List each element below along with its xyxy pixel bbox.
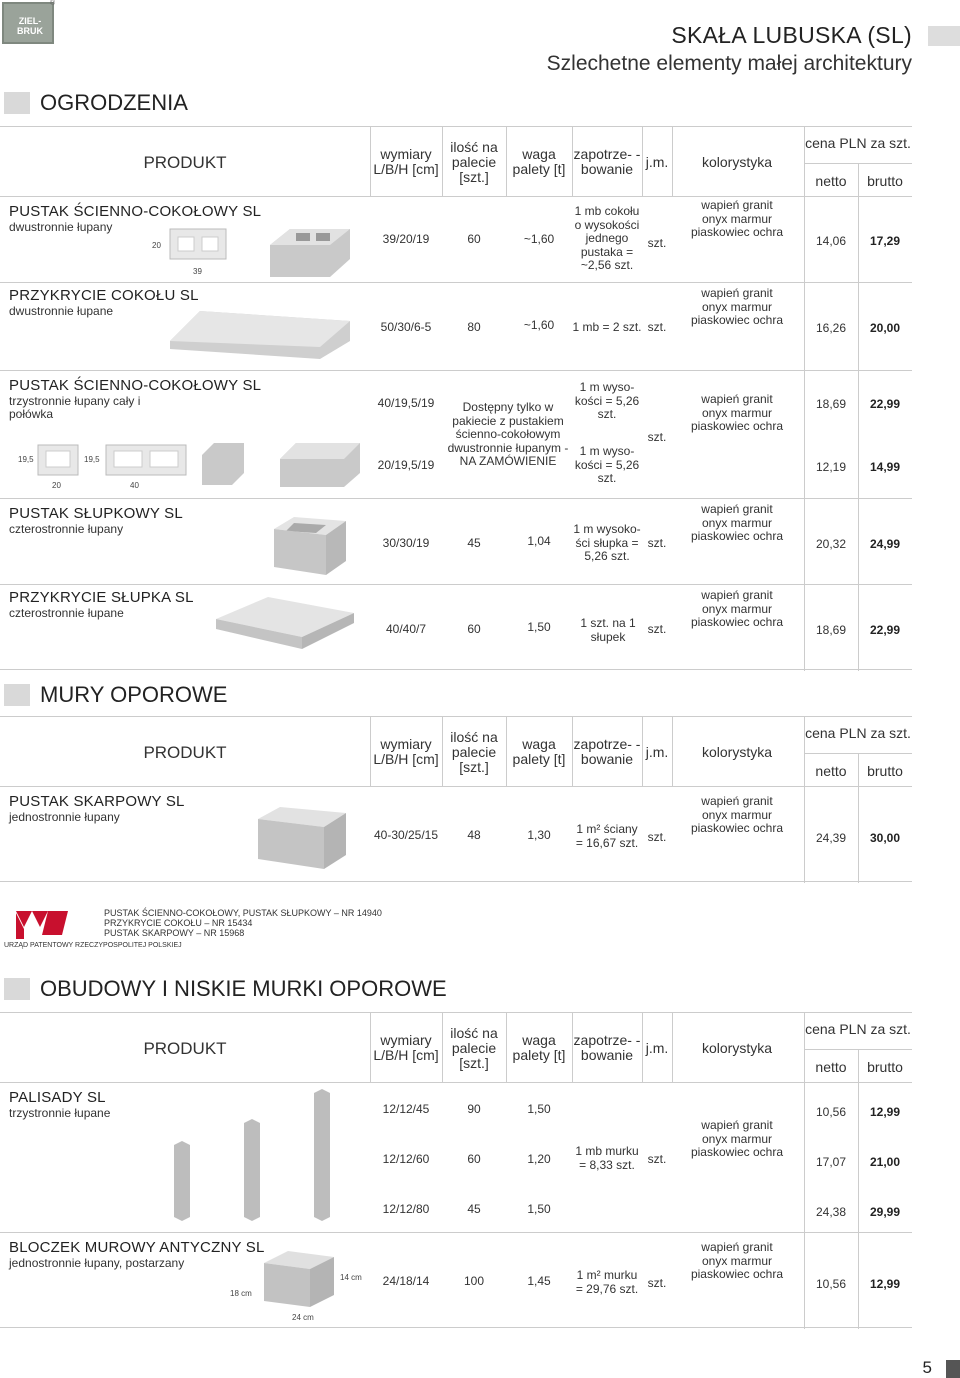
- section-ogrodzenia: [4, 90, 188, 116]
- need-2: 1 m wyso- kości = 5,26 szt.: [574, 444, 640, 485]
- dim-label: 40: [130, 481, 139, 490]
- product-image-pustak-2s: [150, 223, 360, 279]
- price-netto-2: 12,19: [815, 460, 847, 474]
- price-brutto: 20,00: [869, 321, 901, 335]
- availability-note: Dostępny tylko w pakiecie z pustakiem ścienno-cokołowym dwustronnie łupanym - NA ZAMÓWIENIE: [447, 400, 569, 468]
- dims-2: 20/19,5/19: [377, 458, 435, 472]
- need-1: 1 m wyso- kości = 5,26 szt.: [574, 380, 640, 421]
- section-obudowy: [4, 976, 447, 1002]
- dim-label: 20: [52, 481, 61, 490]
- need: 1 mb = 2 szt.: [572, 320, 642, 334]
- need: 1 mb murku = 8,33 szt.: [575, 1144, 639, 1172]
- patent-line: PRZYKRYCIE COKOŁU – NR 15434: [104, 918, 253, 928]
- table-header: [0, 1012, 912, 1082]
- need: 1 m² ściany = 16,67 szt.: [575, 822, 639, 850]
- price-netto: 20,32: [815, 537, 847, 551]
- jm: szt.: [647, 536, 667, 550]
- price-brutto: 21,00: [869, 1155, 901, 1169]
- price-brutto: 30,00: [869, 831, 901, 845]
- header-waga: waga palety [t]: [512, 1032, 566, 1063]
- jm: szt.: [647, 622, 667, 636]
- product-name: PUSTAK ŚCIENNO-COKOŁOWY SL: [9, 377, 262, 394]
- header-waga: waga palety [t]: [512, 146, 566, 177]
- header-wymiary: wymiary L/B/H [cm]: [373, 146, 439, 177]
- price-netto: 10,56: [815, 1105, 847, 1119]
- header-cena: cena PLN za szt.: [805, 724, 911, 741]
- table-row: [0, 1232, 912, 1328]
- dims: 40/40/7: [385, 622, 427, 636]
- weight: 1,45: [527, 1274, 551, 1288]
- jm: szt.: [647, 236, 667, 250]
- product-image-bloczek: [258, 1247, 338, 1313]
- product-name: PUSTAK SKARPOWY SL: [9, 793, 185, 810]
- header-zapotrzebowanie: zapotrze- -bowanie: [573, 1032, 641, 1063]
- table-row: [0, 786, 912, 882]
- section-mury-oporowe: [4, 682, 227, 708]
- table-row: [0, 584, 912, 670]
- header-ilosc: ilość na palecie [szt.]: [450, 1024, 498, 1071]
- header-jm: j.m.: [645, 153, 669, 170]
- product-name: BLOCZEK MUROWY ANTYCZNY SL: [9, 1239, 265, 1256]
- weight: 1,50: [527, 1102, 551, 1116]
- product-desc: jednostronnie łupany, postarzany: [9, 1256, 185, 1270]
- product-image-przykrycie-cokolu: [160, 301, 360, 361]
- colors: wapień granit onyx marmur piaskowiec ochra: [690, 502, 784, 543]
- colors: wapień granit onyx marmur piaskowiec ochra: [690, 198, 784, 239]
- price-netto: 24,39: [815, 831, 847, 845]
- header-kolorystyka: kolorystyka: [701, 1039, 773, 1056]
- header-produkt: PRODUKT: [143, 152, 227, 172]
- price-netto: 18,69: [815, 623, 847, 637]
- header-jm: j.m.: [645, 743, 669, 760]
- dim-label: 19,5: [18, 455, 34, 464]
- weight: 1,20: [527, 1152, 551, 1166]
- product-desc: czterostronnie łupany: [9, 522, 124, 536]
- price-netto: 14,06: [815, 234, 847, 248]
- header-cena: cena PLN za szt.: [805, 1020, 911, 1037]
- header-cena: cena PLN za szt.: [805, 134, 911, 151]
- header-brutto: brutto: [867, 172, 903, 189]
- header-produkt: PRODUKT: [143, 742, 227, 762]
- price-netto: 10,56: [815, 1277, 847, 1291]
- dim-label: 14 cm: [340, 1273, 362, 1282]
- dims: 30/30/19: [382, 536, 430, 550]
- jm: szt.: [647, 1276, 667, 1290]
- product-image-pustak-skarpowy: [250, 801, 350, 873]
- page-marker: [946, 1360, 960, 1378]
- product-desc: trzystronnie łupane: [9, 1106, 111, 1120]
- colors: wapień granit onyx marmur piaskowiec ochra: [690, 392, 784, 433]
- dims: 24/18/14: [382, 1274, 430, 1288]
- product-desc: dwustronnie łupany: [9, 220, 113, 234]
- price-brutto: 22,99: [869, 623, 901, 637]
- product-desc: czterostronnie łupane: [9, 606, 124, 620]
- colors: wapień granit onyx marmur piaskowiec ochra: [690, 588, 784, 629]
- header-netto: netto: [815, 172, 847, 189]
- qty: 60: [467, 622, 481, 636]
- product-name: PUSTAK ŚCIENNO-COKOŁOWY SL: [9, 203, 262, 220]
- jm: szt.: [647, 430, 667, 444]
- header-produkt: PRODUKT: [143, 1038, 227, 1058]
- price-brutto: 17,29: [869, 234, 901, 248]
- colors: wapień granit onyx marmur piaskowiec ochra: [690, 794, 784, 835]
- table-row: [0, 282, 912, 370]
- header-waga: waga palety [t]: [512, 736, 566, 767]
- need: 1 m² murku = 29,76 szt.: [575, 1268, 639, 1296]
- table-header: [0, 716, 912, 786]
- product-name: PRZYKRYCIE SŁUPKA SL: [9, 589, 194, 606]
- dims: 40-30/25/15: [373, 828, 439, 842]
- product-name: PRZYKRYCIE COKOŁU SL: [9, 287, 199, 304]
- logo-text: ZIEL-BRUK: [17, 16, 43, 36]
- header-netto: netto: [815, 1058, 847, 1075]
- header-netto: netto: [815, 762, 847, 779]
- price-brutto: 24,99: [869, 537, 901, 551]
- header-wymiary: wymiary L/B/H [cm]: [373, 1032, 439, 1063]
- colors: wapień granit onyx marmur piaskowiec ochra: [690, 286, 784, 327]
- dim-label: 20: [152, 241, 161, 250]
- need: 1 szt. na 1 słupek: [580, 616, 636, 644]
- header-zapotrzebowanie: zapotrze- -bowanie: [573, 736, 641, 767]
- header-kolorystyka: kolorystyka: [701, 153, 773, 170]
- product-image-przykrycie-slupka: [212, 593, 358, 653]
- brand-subtitle: Szlechetne elementy małej architektury: [546, 52, 912, 75]
- product-desc: jednostronnie łupany: [9, 810, 120, 824]
- dim-label: 18 cm: [230, 1289, 252, 1298]
- weight: 1,50: [527, 1202, 551, 1216]
- section-title: OBUDOWY I NISKIE MURKI OPOROWE: [40, 976, 447, 1001]
- qty: 60: [467, 232, 481, 246]
- table-row: [0, 1082, 912, 1232]
- qty: 80: [467, 320, 481, 334]
- brand-title: SKAŁA LUBUSKA (SL): [671, 22, 912, 48]
- patent-line: PUSTAK ŚCIENNO-COKOŁOWY, PUSTAK SŁUPKOWY – NR 14940: [104, 908, 382, 918]
- price-brutto: 12,99: [869, 1277, 901, 1291]
- dim-label: 39: [193, 267, 202, 276]
- weight: 1,04: [527, 534, 551, 548]
- weight: ~1,60: [523, 232, 555, 246]
- product-image-palisady: [160, 1087, 350, 1227]
- brand-decor-box: [928, 26, 960, 46]
- dims: 12/12/60: [382, 1152, 430, 1166]
- header-ilosc: ilość na palecie [szt.]: [450, 138, 498, 185]
- product-desc: dwustronnie łupane: [9, 304, 114, 318]
- product-name: PUSTAK SŁUPKOWY SL: [9, 505, 183, 522]
- dims-1: 40/19,5/19: [377, 396, 435, 410]
- header-ilosc: ilość na palecie [szt.]: [450, 728, 498, 775]
- colors: wapień granit onyx marmur piaskowiec ochra: [690, 1240, 784, 1281]
- price-brutto: 29,99: [869, 1205, 901, 1219]
- price-netto-1: 18,69: [815, 397, 847, 411]
- product-image-pustak-3s: [30, 439, 370, 491]
- dims: 12/12/80: [382, 1202, 430, 1216]
- product-image-pustak-slupkowy: [270, 513, 350, 579]
- qty: 48: [467, 828, 481, 842]
- table-header: [0, 126, 912, 196]
- registered-mark: ®: [50, 0, 56, 7]
- qty: 60: [467, 1152, 481, 1166]
- qty: 45: [467, 536, 481, 550]
- product-desc: trzystronnie łupany cały i połówka: [9, 394, 141, 421]
- section-marker: [4, 684, 30, 706]
- header-wymiary: wymiary L/B/H [cm]: [373, 736, 439, 767]
- qty: 90: [467, 1102, 481, 1116]
- section-title: OGRODZENIA: [40, 90, 188, 115]
- section-title: MURY OPOROWE: [40, 682, 228, 707]
- patent-line: PUSTAK SKARPOWY – NR 15968: [104, 928, 245, 938]
- header-brutto: brutto: [867, 762, 903, 779]
- table-row: [0, 370, 912, 498]
- qty: 100: [463, 1274, 485, 1288]
- header-jm: j.m.: [645, 1039, 669, 1056]
- page-number: 5: [922, 1358, 932, 1377]
- price-brutto-1: 22,99: [869, 397, 901, 411]
- table-row: [0, 498, 912, 584]
- dim-label: 24 cm: [292, 1313, 314, 1322]
- dims: 39/20/19: [382, 232, 430, 246]
- colors: wapień granit onyx marmur piaskowiec ochra: [690, 1118, 784, 1159]
- patent-info: [104, 908, 382, 938]
- price-brutto: 12,99: [869, 1105, 901, 1119]
- need: 1 mb cokołu o wysokości jednego pustaka = ~2,56 szt.: [574, 204, 640, 272]
- header-brutto: brutto: [867, 1058, 903, 1075]
- product-name: PALISADY SL: [9, 1089, 106, 1106]
- dim-label: 19,5: [84, 455, 100, 464]
- patent-logo-text: URZĄD PATENTOWY RZECZYPOSPOLITEJ POLSKIEJ: [4, 942, 182, 949]
- dims: 50/30/6-5: [380, 320, 432, 334]
- qty: 45: [467, 1202, 481, 1216]
- jm: szt.: [647, 320, 667, 334]
- weight: ~1,60: [523, 318, 555, 332]
- jm: szt.: [647, 1152, 667, 1166]
- price-netto: 16,26: [815, 321, 847, 335]
- section-marker: [4, 978, 30, 1000]
- weight: 1,50: [527, 620, 551, 634]
- price-brutto-2: 14,99: [869, 460, 901, 474]
- ziel-bruk-logo: [2, 2, 54, 44]
- jm: szt.: [647, 830, 667, 844]
- price-netto: 17,07: [815, 1155, 847, 1169]
- header-kolorystyka: kolorystyka: [701, 743, 773, 760]
- header-zapotrzebowanie: zapotrze- -bowanie: [573, 146, 641, 177]
- weight: 1,30: [527, 828, 551, 842]
- section-marker: [4, 92, 30, 114]
- price-netto: 24,38: [815, 1205, 847, 1219]
- table-row: [0, 196, 912, 282]
- dims: 12/12/45: [382, 1102, 430, 1116]
- need: 1 m wysoko- ści słupka = 5,26 szt.: [573, 522, 641, 563]
